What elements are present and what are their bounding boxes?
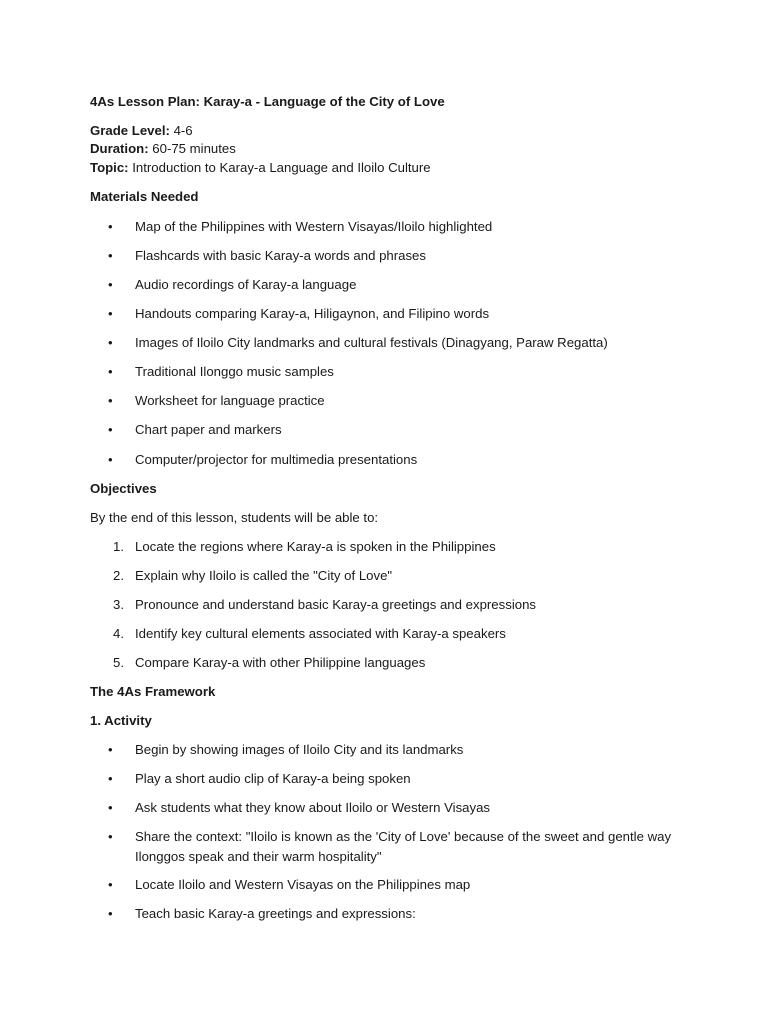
numbered-item-text: Compare Karay-a with other Philippine languages <box>135 655 426 670</box>
list-item-text: Share the context: "Iloilo is known as the 'City of Love' because of the sweet and gentle way Ilonggos speak and their warm hospitality" <box>135 829 672 864</box>
list-item-text: Teach basic Karay-a greetings and expressions: <box>135 906 416 921</box>
bullet-icon: • <box>108 393 113 408</box>
numbered-item-text: Identify key cultural elements associated with Karay-a speakers <box>135 626 506 641</box>
info-topic <box>90 159 431 177</box>
list-item-text: Computer/projector for multimedia presentations <box>135 452 418 467</box>
bullet-icon: • <box>108 277 113 292</box>
list-item-text: Map of the Philippines with Western Visayas/Iloilo highlighted <box>135 219 493 234</box>
numbered-item-text: Explain why Iloilo is called the "City of Love" <box>135 568 393 583</box>
list-item-text: Play a short audio clip of Karay-a being spoken <box>135 771 411 786</box>
bullet-icon: • <box>108 422 113 437</box>
list-item-text: Images of Iloilo City landmarks and cultural festivals (Dinagyang, Paraw Regatta) <box>135 335 608 350</box>
info-duration <box>90 140 236 158</box>
info-grade-level <box>90 122 193 140</box>
list-item-text: Locate Iloilo and Western Visayas on the Philippines map <box>135 877 471 892</box>
bullet-icon: • <box>108 877 113 892</box>
info-label: Grade Level: <box>90 123 170 138</box>
list-item-text: Ask students what they know about Iloilo or Western Visayas <box>135 800 491 815</box>
info-value: Introduction to Karay-a Language and Iloilo Culture <box>128 160 431 175</box>
bullet-icon: • <box>108 742 113 757</box>
item-number: 2. <box>113 568 124 583</box>
bullet-icon: • <box>108 335 113 350</box>
framework-heading: The 4As Framework <box>90 684 216 699</box>
item-number: 3. <box>113 597 124 612</box>
list-item-text: Chart paper and markers <box>135 422 282 437</box>
objectives-heading: Objectives <box>90 481 157 496</box>
info-value: 60-75 minutes <box>148 141 236 156</box>
numbered-item-text: Pronounce and understand basic Karay-a greetings and expressions <box>135 597 537 612</box>
item-number: 4. <box>113 626 124 641</box>
activity-heading: 1. Activity <box>90 713 152 728</box>
list-item-text: Traditional Ilonggo music samples <box>135 364 334 379</box>
bullet-icon: • <box>108 364 113 379</box>
bullet-icon: • <box>108 829 113 844</box>
bullet-icon: • <box>108 452 113 467</box>
bullet-icon: • <box>108 771 113 786</box>
item-number: 5. <box>113 655 124 670</box>
list-item-text: Audio recordings of Karay-a language <box>135 277 357 292</box>
list-item-text: Worksheet for language practice <box>135 393 325 408</box>
bullet-icon: • <box>108 306 113 321</box>
info-value: 4-6 <box>169 123 193 138</box>
info-label: Topic: <box>90 160 129 175</box>
bullet-icon: • <box>108 248 113 263</box>
document-title: 4As Lesson Plan: Karay-a - Language of the City of Love <box>90 94 445 109</box>
list-item-text: Begin by showing images of Iloilo City and its landmarks <box>135 742 464 757</box>
bullet-icon: • <box>108 800 113 815</box>
materials-heading: Materials Needed <box>90 189 199 204</box>
item-number: 1. <box>113 539 124 554</box>
list-item-text: Handouts comparing Karay-a, Hiligaynon, and Filipino words <box>135 306 490 321</box>
objectives-intro: By the end of this lesson, students will be able to: <box>90 510 379 525</box>
list-item-text: Flashcards with basic Karay-a words and phrases <box>135 248 426 263</box>
info-label: Duration: <box>90 141 149 156</box>
bullet-icon: • <box>108 906 113 921</box>
numbered-item-text: Locate the regions where Karay-a is spoken in the Philippines <box>135 539 496 554</box>
bullet-icon: • <box>108 219 113 234</box>
